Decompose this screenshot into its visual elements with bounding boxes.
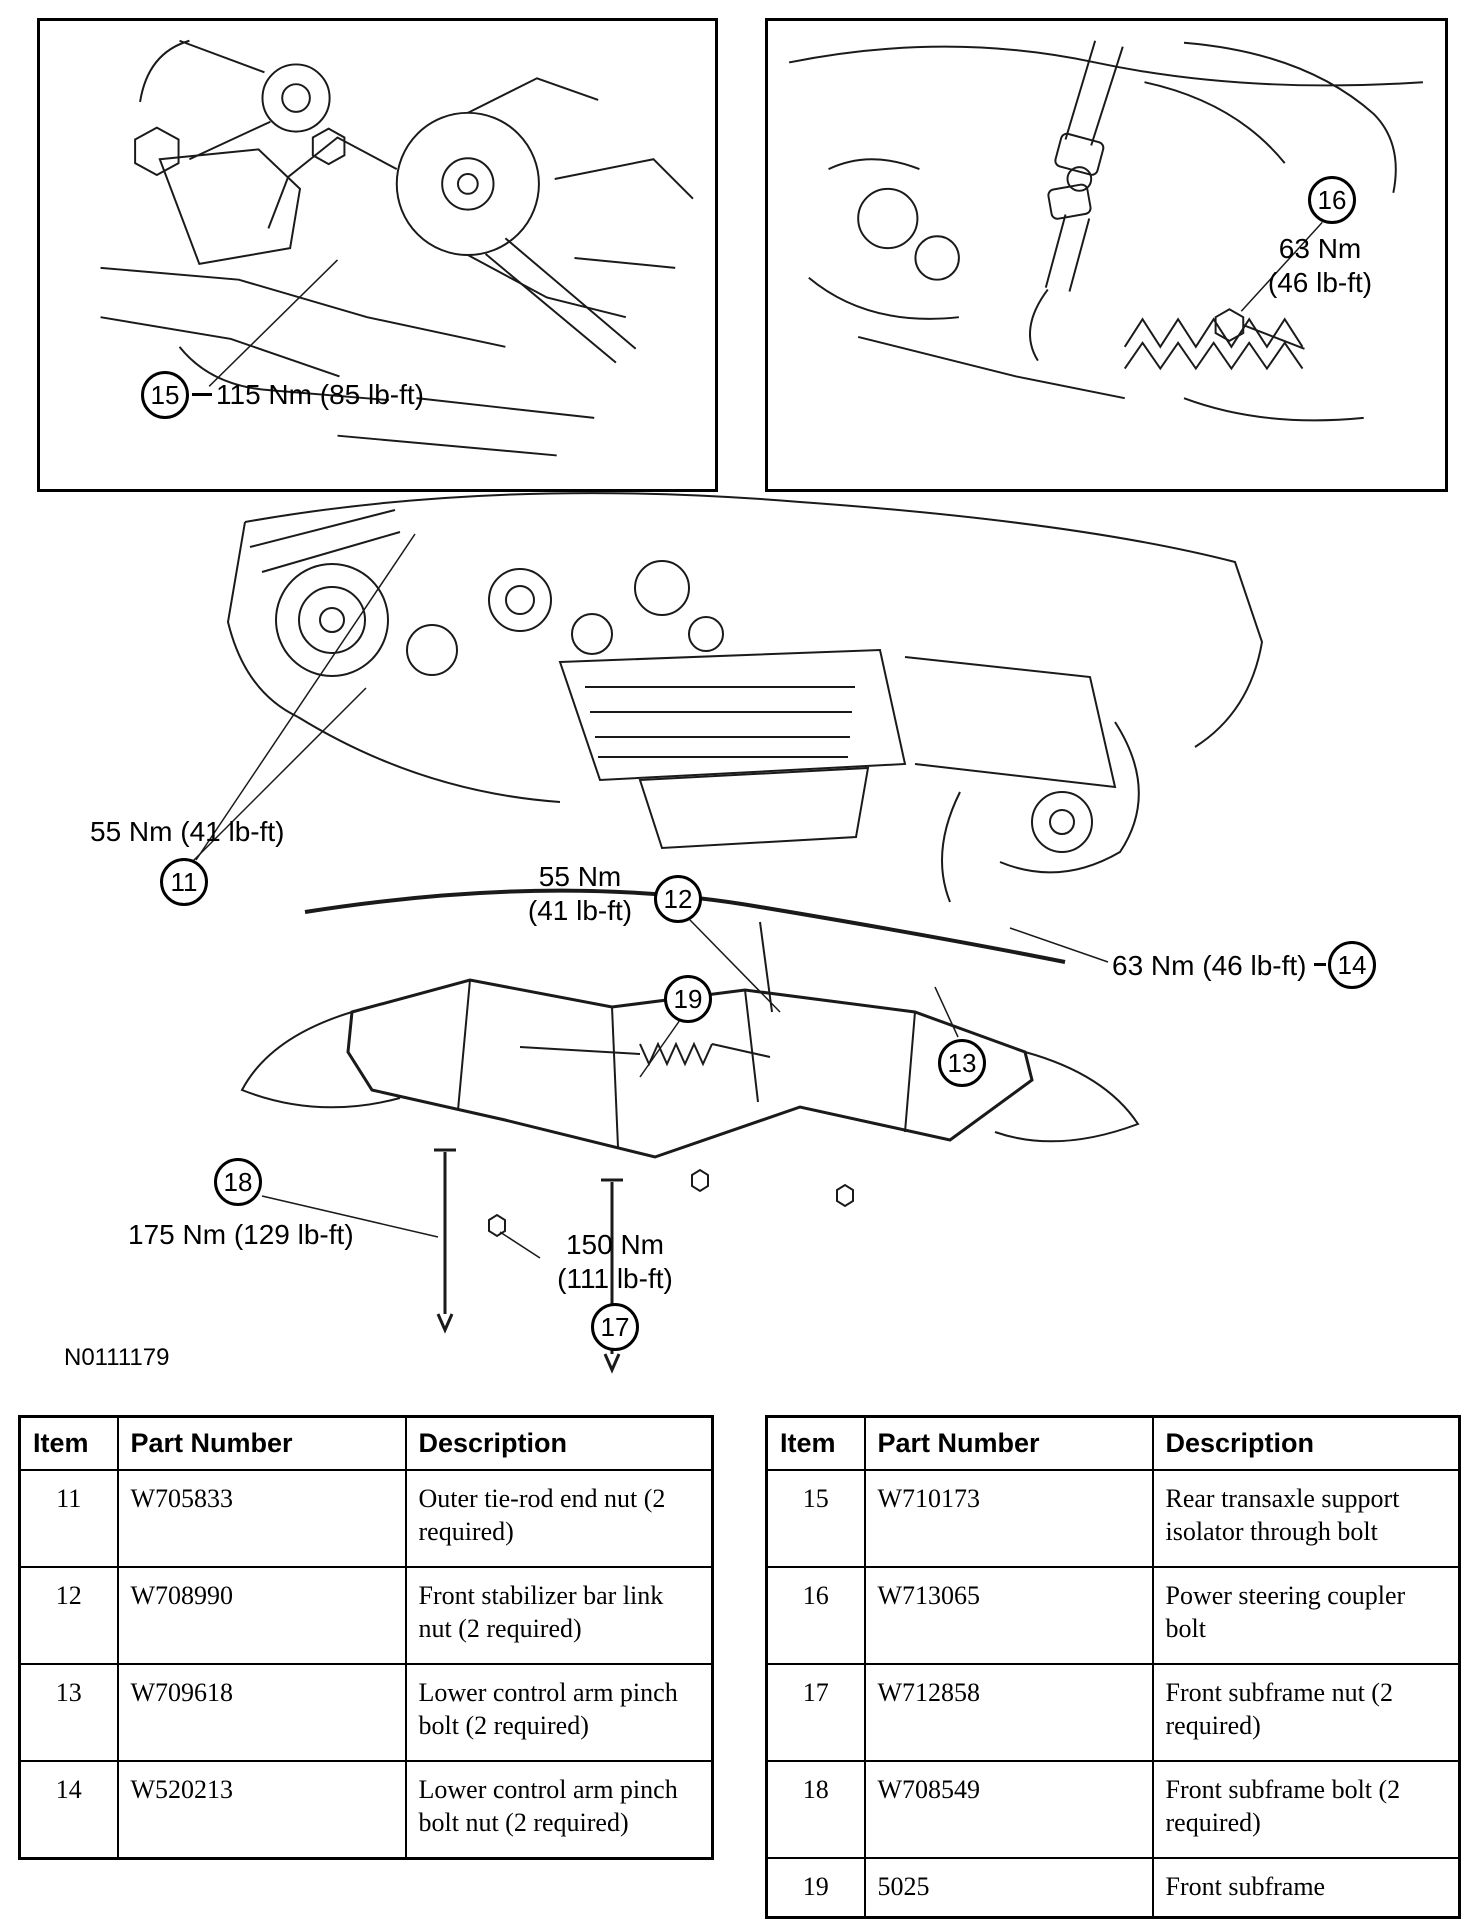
cell-item: 11 — [20, 1470, 118, 1567]
callout-15-leader-line — [192, 393, 212, 396]
cell-item: 15 — [767, 1470, 865, 1567]
callout-19-number: 19 — [673, 983, 703, 1014]
table-row-item-15 — [767, 1470, 1460, 1567]
parts-table-left — [18, 1415, 714, 1860]
torque-label-18: 175 Nm (129 lb-ft) — [128, 1219, 354, 1250]
column-header-description: Description — [1153, 1417, 1460, 1471]
cell-description: Power steering coupler bolt — [1153, 1567, 1460, 1664]
table-row-item-13 — [20, 1664, 713, 1761]
subframe-assembly-line-art — [0, 492, 1472, 1397]
table-row-item-14 — [20, 1761, 713, 1858]
cell-item: 16 — [767, 1567, 865, 1664]
column-header-item: Item — [20, 1417, 118, 1471]
cell-item: 14 — [20, 1761, 118, 1858]
table-row-item-16 — [767, 1567, 1460, 1664]
table-row-item-19 — [767, 1858, 1460, 1917]
column-header-item: Item — [767, 1417, 865, 1471]
torque-label-15: 115 Nm (85 lb-ft) — [216, 379, 424, 410]
table-header-row — [767, 1417, 1460, 1471]
callout-11-marker — [160, 858, 208, 906]
torque-label-12 — [520, 860, 640, 928]
callout-16-number: 16 — [1317, 184, 1347, 215]
main-diagram-area — [0, 492, 1472, 1397]
inset-transaxle-mount-view — [37, 18, 718, 492]
cell-item: 18 — [767, 1761, 865, 1858]
cell-part-number: W709618 — [118, 1664, 406, 1761]
column-header-part-number: Part Number — [118, 1417, 406, 1471]
torque-label-16-line1: 63 Nm — [1278, 233, 1362, 264]
cell-part-number: W712858 — [865, 1664, 1153, 1761]
cell-description: Outer tie-rod end nut (2 required) — [406, 1470, 713, 1567]
cell-part-number: W708990 — [118, 1567, 406, 1664]
column-header-part-number: Part Number — [865, 1417, 1153, 1471]
figure-reference-code: N0111179 — [64, 1344, 170, 1371]
torque-label-17-line2: (111 lb-ft) — [557, 1263, 673, 1294]
cell-description: Rear transaxle support isolator through bolt — [1153, 1470, 1460, 1567]
callout-18-marker — [214, 1158, 262, 1206]
callout-13-marker — [938, 1039, 986, 1087]
cell-part-number: W705833 — [118, 1470, 406, 1567]
cell-item: 17 — [767, 1664, 865, 1761]
torque-label-12-line2: (41 lb-ft) — [527, 895, 633, 926]
callout-19-marker — [664, 975, 712, 1023]
table-row-item-17 — [767, 1664, 1460, 1761]
torque-label-14: 63 Nm (46 lb-ft) — [1112, 950, 1307, 981]
callout-13-number: 13 — [947, 1047, 977, 1078]
torque-label-12-line1: 55 Nm — [538, 861, 622, 892]
cell-part-number: W520213 — [118, 1761, 406, 1858]
callout-12-number: 12 — [663, 883, 693, 914]
callout-14-leader-line — [1314, 963, 1326, 966]
torque-label-17-line1: 150 Nm — [565, 1229, 665, 1260]
callout-16-marker — [1308, 176, 1356, 224]
callout-11-number: 11 — [170, 866, 198, 897]
callout-15-marker — [141, 371, 189, 419]
cell-part-number: W713065 — [865, 1567, 1153, 1664]
table-row-item-12 — [20, 1567, 713, 1664]
table-header-row — [20, 1417, 713, 1471]
callout-12-marker — [654, 875, 702, 923]
cell-item: 12 — [20, 1567, 118, 1664]
torque-label-17 — [540, 1228, 690, 1296]
callout-17-number: 17 — [600, 1311, 630, 1342]
callout-14-marker — [1328, 941, 1376, 989]
cell-description: Lower control arm pinch bolt (2 required) — [406, 1664, 713, 1761]
torque-label-11: 55 Nm (41 lb-ft) — [90, 816, 285, 847]
cell-description: Front subframe bolt (2 required) — [1153, 1761, 1460, 1858]
cell-part-number: W710173 — [865, 1470, 1153, 1567]
cell-description: Front subframe nut (2 required) — [1153, 1664, 1460, 1761]
callout-15-number: 15 — [150, 379, 180, 410]
table-row-item-11 — [20, 1470, 713, 1567]
cell-item: 13 — [20, 1664, 118, 1761]
cell-description: Front subframe — [1153, 1858, 1460, 1917]
table-row-item-18 — [767, 1761, 1460, 1858]
cell-part-number: 5025 — [865, 1858, 1153, 1917]
cell-item: 19 — [767, 1858, 865, 1917]
torque-label-16 — [1235, 232, 1405, 300]
transaxle-mount-line-art — [40, 21, 715, 489]
parts-table-right — [765, 1415, 1461, 1919]
torque-label-16-line2: (46 lb-ft) — [1267, 267, 1373, 298]
callout-17-marker — [591, 1303, 639, 1351]
callout-14-number: 14 — [1337, 949, 1367, 980]
callout-18-number: 18 — [223, 1166, 253, 1197]
cell-description: Lower control arm pinch bolt nut (2 required) — [406, 1761, 713, 1858]
column-header-description: Description — [406, 1417, 713, 1471]
cell-description: Front stabilizer bar link nut (2 required) — [406, 1567, 713, 1664]
cell-part-number: W708549 — [865, 1761, 1153, 1858]
